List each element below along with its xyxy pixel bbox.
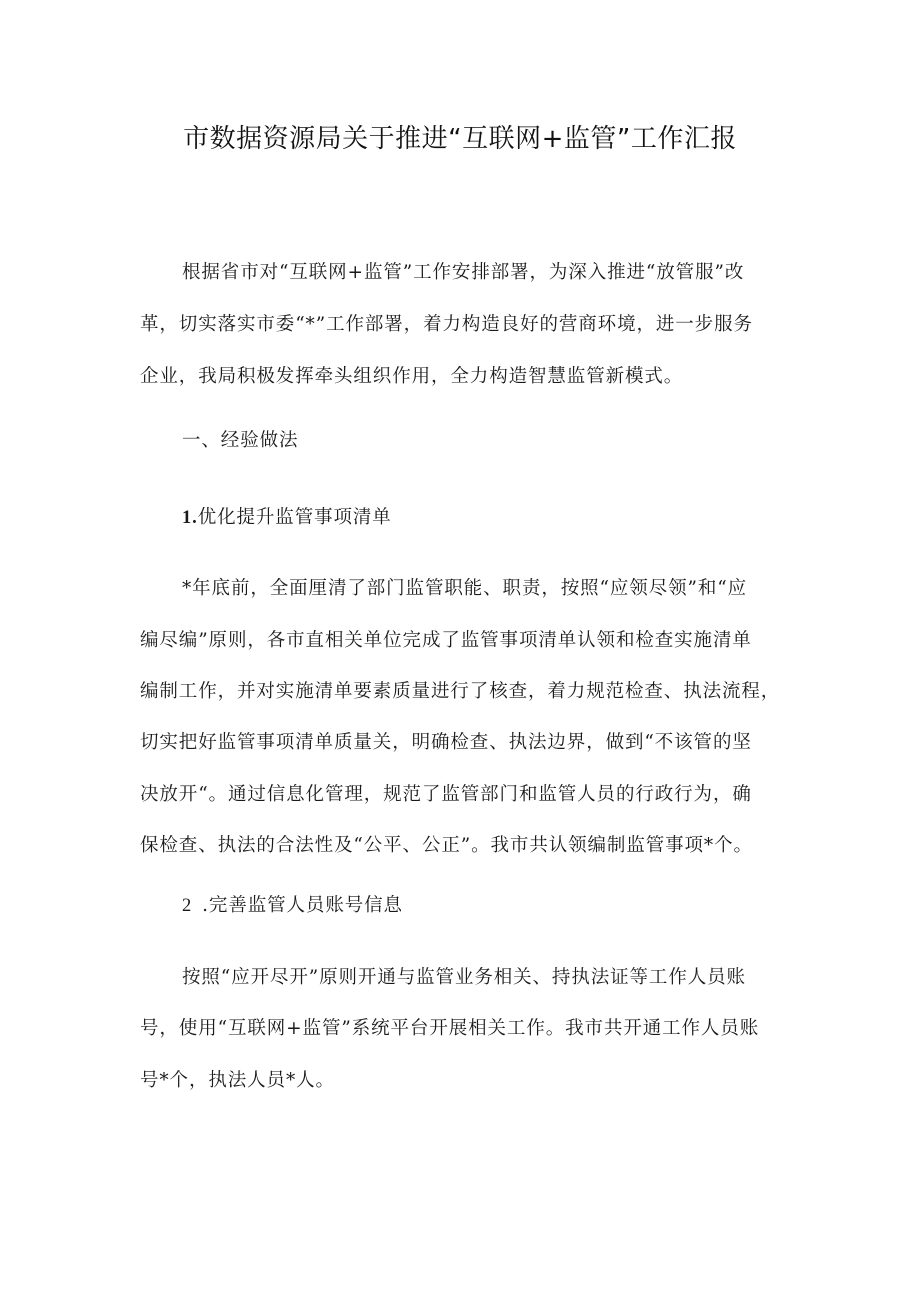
item2-line-1: 按照“应开尽开”原则开通与监管业务相关、持执法证等工作人员账 [182, 967, 746, 988]
item2-line-3: 号*个，执法人员*人。 [140, 1070, 335, 1091]
item1-number: 1. [182, 508, 198, 528]
intro-line-2: 革，切实落实市委“*”工作部署，着力构造良好的营商环境，进一步服务 [140, 314, 753, 335]
intro-line-3: 企业，我局积极发挥牵头组织作用，全力构造智慧监管新模式。 [140, 366, 684, 387]
intro-line-1: 根据省市对“互联网+监管”工作安排部署，为深入推进“放管服”改 [182, 262, 745, 283]
document-title: 市数据资源局关于推进“互联网+监管”工作汇报 [183, 124, 737, 154]
item2-heading-text: .完善监管人员账号信息 [202, 895, 403, 916]
item1-heading [182, 505, 392, 531]
item2-number: 2 [182, 896, 193, 916]
section-heading-experience: 一、经验做法 [182, 430, 299, 451]
item1-line-1: *年底前，全面厘清了部门监管职能、职责，按照“应领尽领”和“应 [182, 578, 748, 599]
item1-line-2: 编尽编”原则，各市直相关单位完成了监管事项清单认领和检查实施清单 [140, 630, 752, 651]
item1-line-3: 编制工作，并对实施清单要素质量进行了核查，着力规范检查、执法流程， [140, 681, 781, 702]
item1-line-5: 决放开“。通过信息化管理，规范了监管部门和监管人员的行政行为，确 [140, 784, 752, 805]
item2-heading [182, 893, 403, 919]
item2-line-2: 号，使用“互联网+监管”系统平台开展相关工作。我市共开通工作人员账 [140, 1018, 760, 1039]
item1-heading-text: 优化提升监管事项清单 [197, 507, 392, 528]
item1-line-6: 保检查、执法的合法性及“公平、公正”。我市共认领编制监管事项*个。 [140, 835, 753, 856]
item1-line-4: 切实把好监管事项清单质量关，明确检查、执法边界，做到“不该管的坚 [140, 732, 752, 753]
